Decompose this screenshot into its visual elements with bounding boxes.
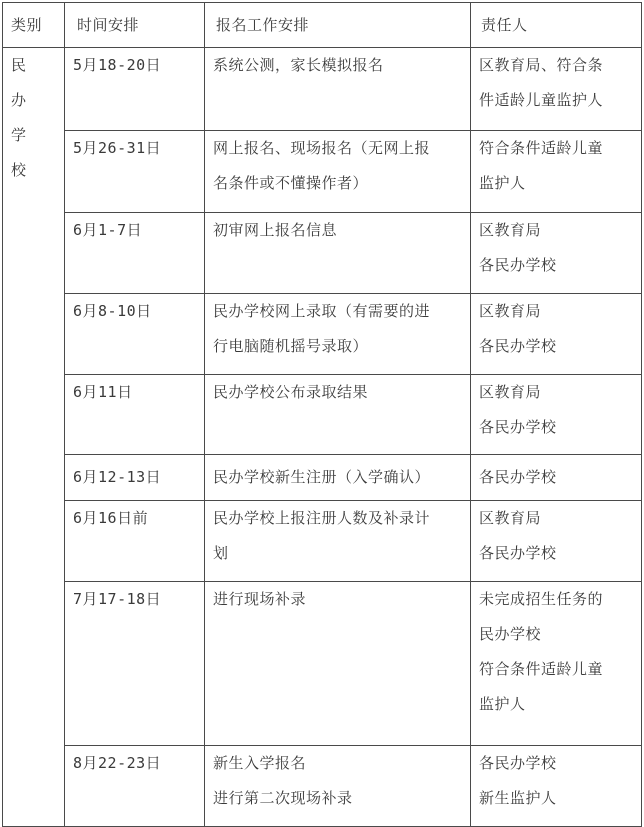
responsible-line: 区教育局: [479, 383, 542, 401]
responsible-line: 各民办学校: [479, 418, 557, 436]
responsible-cell: [471, 131, 642, 213]
table-row: [3, 213, 642, 294]
responsible-cell: [471, 48, 642, 131]
category-char: 办: [11, 91, 27, 109]
table-row: [3, 501, 642, 582]
responsible-line: 符合条件适龄儿童: [479, 660, 604, 678]
task-cell: [205, 746, 471, 827]
time-cell: 5月18-20日: [65, 48, 205, 131]
responsible-line: 件适龄儿童监护人: [479, 91, 604, 109]
header-category: 类别: [3, 3, 65, 48]
responsible-line: 符合条件适龄儿童: [479, 139, 604, 157]
responsible-line: 监护人: [479, 174, 526, 192]
responsible-line: 区教育局: [479, 509, 542, 527]
responsible-line: 各民办学校: [479, 544, 557, 562]
responsible-line: 区教育局: [479, 302, 542, 320]
responsible-cell: [471, 375, 642, 455]
table-row: [3, 455, 642, 501]
responsible-line: 未完成招生任务的: [479, 590, 604, 608]
time-cell: 7月17-18日: [65, 582, 205, 746]
time-cell: 6月11日: [65, 375, 205, 455]
task-line: 民办学校网上录取（有需要的进: [213, 302, 431, 320]
time-cell: 6月1-7日: [65, 213, 205, 294]
task-cell: [205, 48, 471, 131]
task-line: 系统公测，家长模拟报名: [213, 56, 384, 74]
responsible-cell: [471, 746, 642, 827]
task-cell: [205, 294, 471, 375]
table-row: [3, 582, 642, 746]
task-cell: [205, 375, 471, 455]
table-row: [3, 48, 642, 131]
responsible-line: 区教育局: [479, 221, 542, 239]
time-cell: 6月8-10日: [65, 294, 205, 375]
task-cell: [205, 455, 471, 501]
responsible-line: 监护人: [479, 695, 526, 713]
table-row: [3, 131, 642, 213]
category-char: 学: [11, 126, 27, 144]
task-line: 民办学校新生注册（入学确认）: [213, 468, 431, 486]
responsible-line: 区教育局、符合条: [479, 56, 604, 74]
time-cell: 5月26-31日: [65, 131, 205, 213]
time-cell: 6月16日前: [65, 501, 205, 582]
task-cell: [205, 131, 471, 213]
responsible-cell: [471, 455, 642, 501]
time-cell: 6月12-13日: [65, 455, 205, 501]
task-line: 民办学校公布录取结果: [213, 383, 369, 401]
table-header-row: [3, 3, 642, 48]
task-line: 新生入学报名: [213, 754, 307, 772]
responsible-line: 各民办学校: [479, 468, 557, 486]
responsible-line: 各民办学校: [479, 337, 557, 355]
category-char: 校: [11, 161, 27, 179]
task-line: 划: [213, 544, 229, 562]
responsible-cell: [471, 501, 642, 582]
enrollment-schedule-table: [2, 2, 642, 827]
table-row: [3, 746, 642, 827]
responsible-line: 各民办学校: [479, 754, 557, 772]
time-cell: 8月22-23日: [65, 746, 205, 827]
task-cell: [205, 501, 471, 582]
responsible-line: 各民办学校: [479, 256, 557, 274]
task-line: 网上报名、现场报名（无网上报: [213, 139, 431, 157]
header-responsible: 责任人: [471, 3, 642, 48]
category-cell: [3, 48, 65, 827]
table-row: [3, 375, 642, 455]
category-char: 民: [11, 56, 27, 74]
task-line: 行电脑随机摇号录取）: [213, 337, 369, 355]
responsible-line: 新生监护人: [479, 789, 557, 807]
responsible-line: 民办学校: [479, 625, 542, 643]
task-line: 初审网上报名信息: [213, 221, 338, 239]
header-time: 时间安排: [65, 3, 205, 48]
responsible-cell: [471, 294, 642, 375]
task-cell: [205, 213, 471, 294]
task-line: 进行第二次现场补录: [213, 789, 353, 807]
task-line: 名条件或不懂操作者）: [213, 174, 369, 192]
header-task: 报名工作安排: [205, 3, 471, 48]
responsible-cell: [471, 213, 642, 294]
task-line: 民办学校上报注册人数及补录计: [213, 509, 431, 527]
task-line: 进行现场补录: [213, 590, 307, 608]
responsible-cell: [471, 582, 642, 746]
task-cell: [205, 582, 471, 746]
table-row: [3, 294, 642, 375]
